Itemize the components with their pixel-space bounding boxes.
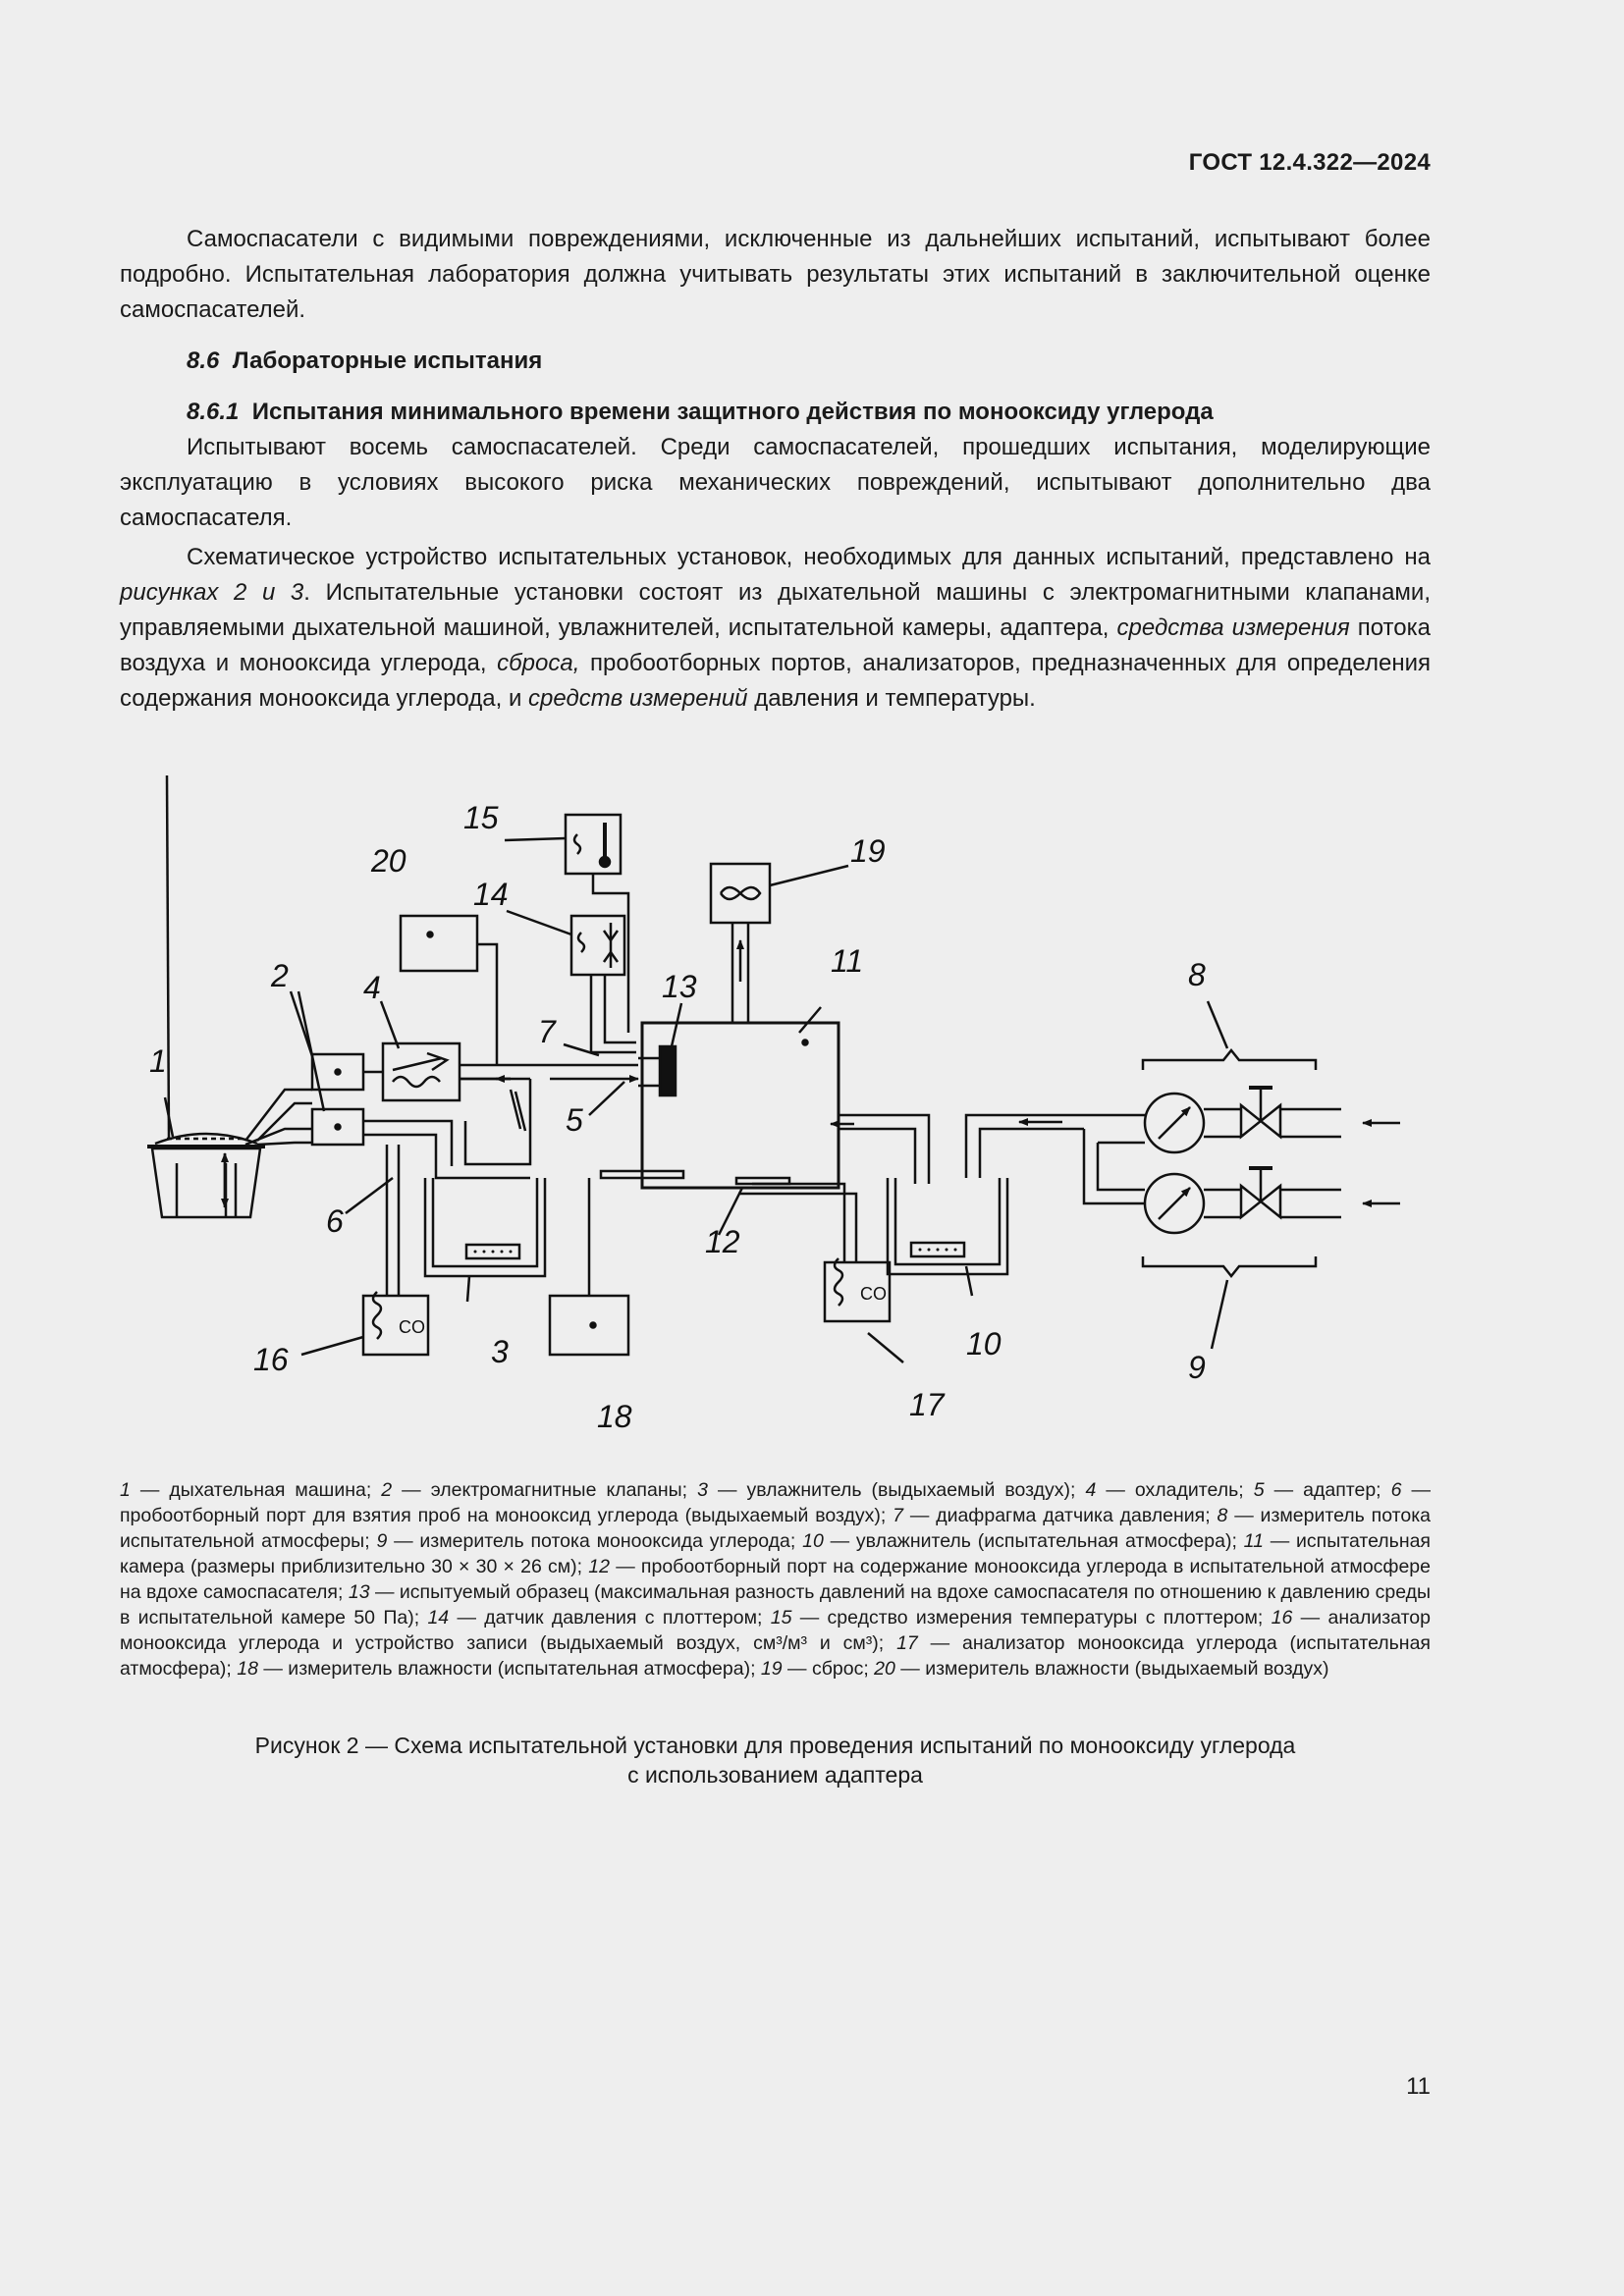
legend-item-number: 9 (376, 1530, 388, 1552)
label-16: 16 (253, 1342, 289, 1377)
legend-item-number: 3 (697, 1479, 708, 1501)
legend-item-text: — электромагнитные клапаны; (392, 1479, 698, 1501)
legend-item (874, 1658, 1328, 1680)
label-17: 17 (909, 1387, 945, 1422)
label-15: 15 (463, 800, 499, 835)
label-20: 20 (371, 843, 406, 879)
legend-item-text: — пробоотборный порт для взятия проб на монооксид углерода (выдыхаемый воздух); (120, 1479, 1432, 1526)
temperature-meter (566, 815, 621, 874)
humidifier-atmosphere (888, 1178, 1007, 1274)
legend-item (1254, 1479, 1391, 1501)
legend-item-text: — пробоотборный порт на содержание монооксида углерода в испытательной атмосфере на вдохе самоспасателя; (120, 1556, 1431, 1603)
co-text-16: CO (399, 1317, 425, 1337)
section-heading-8-6-1 (120, 395, 1431, 430)
legend-item-text: — испытуемый образец (максимальная разность давлений на вдохе самоспасателя по отношению к давлению среды в испытательной камере 50 Па); (120, 1581, 1431, 1629)
label-8: 8 (1188, 957, 1206, 992)
legend-item-number: 11 (1243, 1530, 1264, 1552)
p3-term-measuring: средства измерения (1116, 614, 1350, 641)
p3-figure-ref: рисунках 2 и 3 (120, 579, 304, 606)
legend-item-text: — средство измерения температуры с плоттером; (791, 1607, 1272, 1629)
legend-item-text: — диафрагма датчика давления; (903, 1505, 1218, 1526)
caption-line-1: Рисунок 2 — Схема испытательной установки для проведения испытаний по монооксиду углерода (254, 1733, 1296, 1758)
humidity-meter-exhaled (401, 916, 477, 971)
p3-text-e: потока воздуха и монооксида углерода, (120, 614, 1432, 676)
legend-item (237, 1658, 761, 1680)
p3-term-measurements: средств измерений (528, 685, 748, 712)
section-title: Лабораторные испытания (232, 347, 543, 374)
label-14: 14 (473, 877, 509, 912)
legend-item-number: 19 (760, 1658, 783, 1680)
legend-item-text: — увлажнитель (выдыхаемый воздух); (707, 1479, 1086, 1501)
legend-item-number: 15 (770, 1607, 792, 1629)
section-heading-8-6 (120, 344, 1431, 379)
pressure-sensor (571, 916, 624, 975)
legend-item-number: 5 (1253, 1479, 1265, 1501)
p3-text-i: давления и температуры. (747, 685, 1036, 712)
label-7: 7 (538, 1014, 556, 1049)
label-11: 11 (831, 943, 864, 979)
legend-item-number: 6 (1390, 1479, 1402, 1501)
breathing-machine (147, 1134, 265, 1217)
cooler (383, 1043, 460, 1100)
legend-item-number: 12 (588, 1556, 610, 1577)
legend-item-number: 18 (237, 1658, 258, 1680)
label-10: 10 (966, 1326, 1001, 1362)
legend-item-text: — увлажнитель (испытательная атмосфера); (823, 1530, 1244, 1552)
legend-item-number: 7 (893, 1505, 904, 1526)
label-3: 3 (491, 1334, 509, 1369)
legend-items (120, 1479, 1431, 1680)
legend-item-text: — измеритель влажности (выдыхаемый воздух) (894, 1658, 1329, 1680)
test-sample (660, 1046, 676, 1095)
legend-item-text: — измеритель потока испытательной атмосферы; (120, 1505, 1431, 1552)
standard-number: ГОСТ 12.4.322—2024 (1188, 149, 1431, 176)
legend-item-number: 17 (896, 1632, 918, 1654)
legend-item (761, 1658, 874, 1680)
legend-item-text: — датчик давления с плоттером; (449, 1607, 771, 1629)
humidifier-exhaled (425, 1178, 545, 1276)
legend-item (376, 1530, 802, 1552)
subsection-number: 8.6.1 (187, 399, 240, 425)
paragraph-3 (120, 540, 1431, 717)
legend-item-number: 20 (874, 1658, 895, 1680)
legend-item (1086, 1479, 1254, 1501)
body-text (120, 222, 1431, 717)
legend-item (771, 1607, 1272, 1629)
legend-item (381, 1479, 697, 1501)
legend-item (697, 1479, 1085, 1501)
label-13: 13 (662, 969, 697, 1004)
caption-line-2: с использованием адаптера (627, 1762, 923, 1788)
legend-item-text: — анализатор монооксида углерода и устройство записи (выдыхаемый воздух, см³/м³ и см³); (120, 1607, 1431, 1654)
co-text-17: CO (860, 1284, 887, 1304)
p3-text-c: . Испытательные установки состоят из дыхательной машины с электромагнитными клапанами, управляемыми дыхательной машиной, увлажнителей, испытательной камеры, адаптера, (120, 579, 1432, 641)
label-2: 2 (271, 958, 289, 993)
figure-2-diagram (0, 775, 1624, 1453)
label-5: 5 (566, 1102, 583, 1138)
legend-item-number: 8 (1217, 1505, 1228, 1526)
label-4: 4 (363, 970, 381, 1005)
legend-item-text: — сброс; (782, 1658, 875, 1680)
legend-item-number: 1 (120, 1479, 131, 1501)
figure-legend (120, 1477, 1431, 1682)
legend-item (893, 1505, 1217, 1526)
legend-item-text: — дыхательная машина; (130, 1479, 382, 1501)
page-number: 11 (1406, 2073, 1431, 2100)
legend-item-text: — адаптер; (1264, 1479, 1391, 1501)
legend-item-number: 10 (802, 1530, 824, 1552)
label-1: 1 (149, 1043, 167, 1079)
label-18: 18 (597, 1399, 632, 1434)
legend-item-number: 13 (348, 1581, 370, 1603)
legend-item-text: — измеритель потока монооксида углерода; (387, 1530, 803, 1552)
legend-item-text: — охладитель; (1096, 1479, 1254, 1501)
label-6: 6 (326, 1203, 344, 1239)
figure-caption (120, 1731, 1431, 1789)
label-19: 19 (850, 833, 886, 869)
paragraph-1: Самоспасатели с видимыми повреждениями, исключенные из дальнейших испытаний, испытывают более подробно. Испытательная лаборатория должна учитывать результаты этих испытаний в заключительной оценке самоспасателей. (120, 226, 1431, 323)
legend-item-number: 16 (1271, 1607, 1293, 1629)
p3-text-g: пробоотборных портов, анализаторов, предназначенных для определения содержания монооксида углерода, и (120, 650, 1431, 712)
p3-term-release: сброса, (497, 650, 580, 676)
legend-item-number: 2 (381, 1479, 393, 1501)
legend-item (802, 1530, 1244, 1552)
test-setup-schematic (0, 775, 1624, 1453)
legend-item (427, 1607, 770, 1629)
legend-item (120, 1479, 381, 1501)
legend-item-number: 4 (1085, 1479, 1097, 1501)
paragraph-2: Испытывают восемь самоспасателей. Среди самоспасателей, прошедших испытания, моделирующие эксплуатацию в условиях высокого риска механических повреждений, испытывают дополнительно два самоспасателя. (120, 434, 1431, 531)
section-number: 8.6 (187, 347, 220, 374)
legend-item-number: 14 (427, 1607, 450, 1629)
subsection-title: Испытания минимального времени защитного действия по монооксиду углерода (251, 399, 1214, 425)
p3-text-a: Схематическое устройство испытательных установок, необходимых для данных испытаний, представлено на (187, 544, 1431, 570)
label-12: 12 (705, 1224, 740, 1259)
label-9: 9 (1188, 1350, 1206, 1385)
legend-item-text: — измеритель влажности (испытательная атмосфера); (257, 1658, 761, 1680)
legend-item-text: — испытательная камера (размеры приблизительно 30 × 30 × 26 см); (120, 1530, 1431, 1577)
humidity-meter-atmosphere (550, 1296, 628, 1355)
legend-item-text: — анализатор монооксида углерода (испытательная атмосфера); (120, 1632, 1431, 1680)
